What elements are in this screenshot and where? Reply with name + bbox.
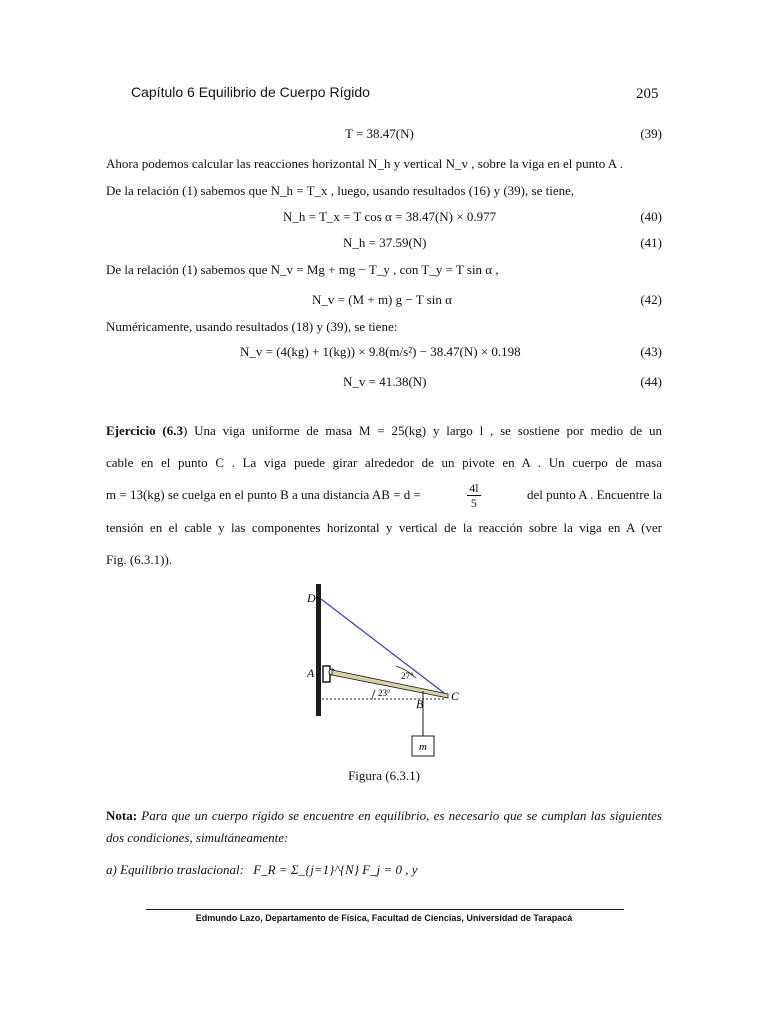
- equation-number-42: (42): [640, 292, 662, 307]
- exercise-line-5: Fig. (6.3.1)).: [106, 551, 173, 567]
- pivot-bracket: [323, 666, 330, 682]
- wall: [316, 584, 321, 716]
- angle-arc-bottom: [372, 690, 375, 699]
- page-number: 205: [636, 86, 659, 102]
- text-line-relation-nh: De la relación (1) sabemos que N_h = T_x , luego, usando resultados (16) y (39), se tiene,: [106, 183, 575, 198]
- figure-caption: Figura (6.3.1): [348, 768, 420, 783]
- equation-number-43: (43): [640, 344, 662, 359]
- label-C: C: [451, 689, 460, 703]
- equation-42: N_v = (M + m) g − T sin α: [312, 292, 452, 307]
- angle-label-bottom: 23°: [378, 688, 391, 698]
- equation-number-41: (41): [640, 235, 662, 250]
- equation-41: N_h = 37.59(N): [343, 235, 427, 250]
- label-B: B: [416, 697, 424, 711]
- label-m: m: [419, 741, 427, 753]
- text-line-reactions: Ahora podemos calcular las reacciones horizontal N_h y vertical N_v , sobre la viga en el punto A .: [106, 156, 623, 171]
- note-label: Nota:: [106, 808, 138, 823]
- exercise-line-4: tensión en el cable y las componentes horizontal y vertical de la reacción sobre la viga en A (ver: [106, 520, 662, 535]
- equation-40: N_h = T_x = T cos α = 38.47(N) × 0.977: [283, 209, 497, 224]
- condition-a: a) Equilibrio traslacional: F_R = Σ_{j=1}^{N} F_j = 0 , y: [106, 862, 418, 877]
- text-line-relation-nv: De la relación (1) sabemos que N_v = Mg + mg − T_y , con T_y = T sin α ,: [106, 262, 499, 277]
- note-text: Para que un cuerpo rígido se encuentre en equilibrio, es necesario que se cumplan las siguientes dos condiciones, simultáneamente:: [106, 808, 662, 845]
- equation-number-40: (40): [640, 209, 662, 224]
- equation-number-39: (39): [640, 126, 662, 141]
- footer-rule: [146, 909, 624, 910]
- equation-43: N_v = (4(kg) + 1(kg)) × 9.8(m/s²) − 38.47(N) × 0.198: [240, 344, 521, 359]
- exercise-line-3: m = 13(kg) se cuelga en el punto B a una distancia AB = d = $\frac{4l}{5}$ del punto A . Encuentre la: [106, 480, 662, 510]
- equation-number-44: (44): [640, 374, 662, 389]
- exercise-paragraph: [106, 415, 662, 575]
- label-A: A: [307, 666, 315, 680]
- equation-39: T = 38.47(N): [345, 126, 414, 141]
- exercise-line-1: Ejercicio (6.3) Una viga uniforme de masa M = 25(kg) y largo l , se sostiene por medio de un: [106, 423, 662, 438]
- label-D: D: [307, 591, 316, 605]
- footer-author: Edmundo Lazo, Departamento de Física, Facultad de Ciencias, Universidad de Tarapacá: [195, 913, 573, 923]
- fraction-4l-over-5: $\frac{4l}{5}$: [469, 480, 479, 510]
- condition-a-equation: F_R = Σ_{j=1}^{N} F_j = 0 , y: [253, 862, 418, 877]
- text-line-numerically: Numéricamente, usando resultados (18) y (39), se tiene:: [106, 319, 398, 334]
- chapter-title: Capítulo 6 Equilibrio de Cuerpo Rígido: [131, 84, 370, 100]
- angle-label-top: 27°: [401, 671, 414, 681]
- exercise-label: Ejercicio (6.3: [106, 423, 183, 438]
- figure-beam-cable: [290, 578, 470, 758]
- note-paragraph: [106, 805, 662, 849]
- equation-44: N_v = 41.38(N): [343, 374, 427, 389]
- exercise-line-2: cable en el punto C . La viga puede girar alrededor de un pivote en A . Un cuerpo de masa: [106, 454, 662, 470]
